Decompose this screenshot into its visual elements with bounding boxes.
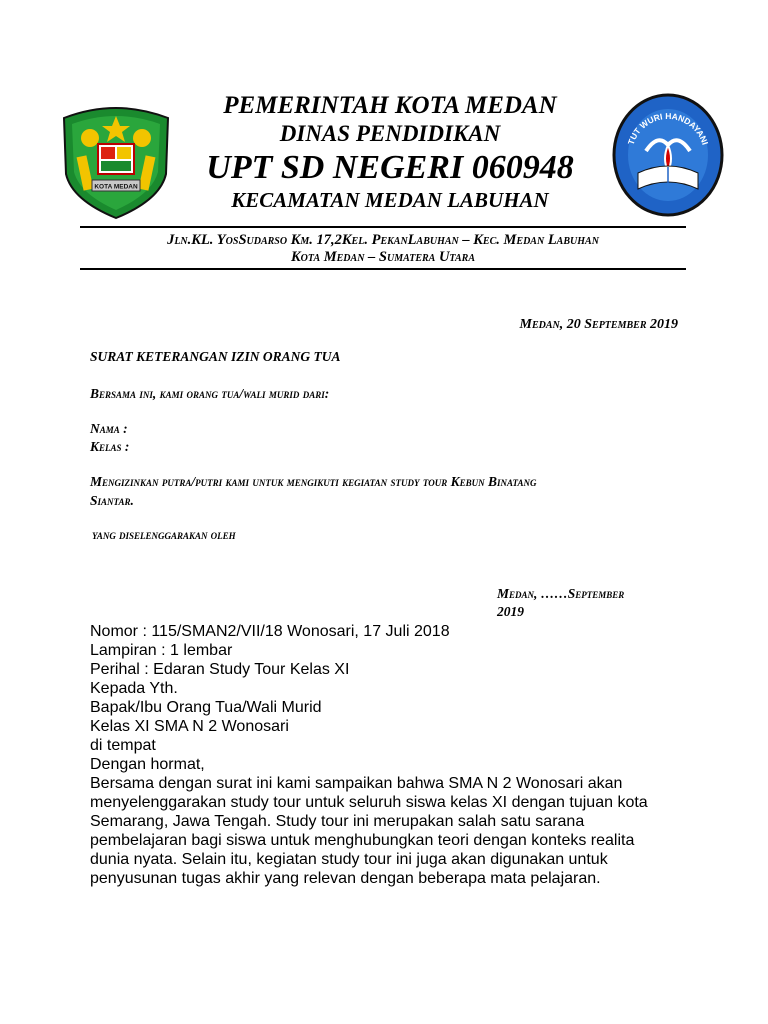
notice-body-line: menyelenggarakan study tour untuk seluruh siswa kelas XI dengan tujuan kota bbox=[90, 794, 648, 811]
header-department: DINAS PENDIDIKAN bbox=[279, 121, 501, 146]
header-address-line1: Jln.KL. YosSudarso Km. 17,2Kel. PekanLabuhan – Kec. Medan Labuhan bbox=[167, 232, 599, 248]
notice-block bbox=[90, 622, 690, 888]
notice-greeting: Dengan hormat, bbox=[90, 756, 205, 773]
organizer-line: yang diselenggarakan oleh bbox=[92, 528, 236, 542]
field-nama: Nama : bbox=[90, 421, 128, 436]
notice-body-line: penyusunan tugas akhir yang relevan dengan beberapa mata pelajaran. bbox=[90, 870, 601, 887]
notice-attachment: Lampiran : 1 lembar bbox=[90, 642, 233, 659]
field-kelas: Kelas : bbox=[90, 439, 130, 454]
letter-intro: Bersama ini, kami orang tua/wali murid dari: bbox=[90, 386, 330, 401]
notice-body-line: pembelajaran bagi siswa untuk menghubungkan teori dengan konteks realita bbox=[90, 832, 635, 849]
header-government: PEMERINTAH KOTA MEDAN bbox=[223, 92, 557, 119]
sign-date-line2: 2019 bbox=[497, 604, 524, 619]
notice-recipient-label: Kepada Yth. bbox=[90, 680, 178, 697]
notice-body-line: Bersama dengan surat ini kami sampaikan bahwa SMA N 2 Wonosari akan bbox=[90, 775, 623, 792]
header-rule-top bbox=[80, 226, 686, 228]
kota-medan-logo-text: KOTA MEDAN bbox=[94, 183, 138, 191]
tut-wuri-handayani-text: TUT WURI HANDAYANI bbox=[625, 110, 711, 147]
header-rule-bottom bbox=[80, 268, 686, 270]
permission-line1: Mengizinkan putra/putri kami untuk mengikuti kegiatan study tour Kebun Binatang bbox=[90, 474, 537, 489]
header-school-name: UPT SD NEGERI 060948 bbox=[206, 149, 574, 186]
header-address-line2: Kota Medan – Sumatera Utara bbox=[291, 249, 475, 265]
notice-recipient: Bapak/Ibu Orang Tua/Wali Murid bbox=[90, 699, 322, 716]
permission-line2: Siantar. bbox=[90, 493, 134, 508]
notice-body-line: dunia nyata. Selain itu, kegiatan study tour ini juga akan digunakan untuk bbox=[90, 851, 608, 868]
notice-body-line: Semarang, Jawa Tengah. Study tour ini merupakan salah satu sarana bbox=[90, 813, 585, 830]
notice-number: Nomor : 115/SMAN2/VII/18 Wonosari, 17 Juli 2018 bbox=[90, 623, 450, 640]
notice-subject: Perihal : Edaran Study Tour Kelas XI bbox=[90, 661, 350, 678]
notice-recipient-class: Kelas XI SMA N 2 Wonosari bbox=[90, 718, 289, 735]
letter-title: SURAT KETERANGAN IZIN ORANG TUA bbox=[90, 349, 341, 364]
sign-date-line1: Medan, ……September bbox=[497, 586, 625, 601]
letter-date: Medan, 20 September 2019 bbox=[519, 317, 678, 332]
header-district: KECAMATAN MEDAN LABUHAN bbox=[231, 188, 549, 212]
notice-place: di tempat bbox=[90, 737, 156, 754]
